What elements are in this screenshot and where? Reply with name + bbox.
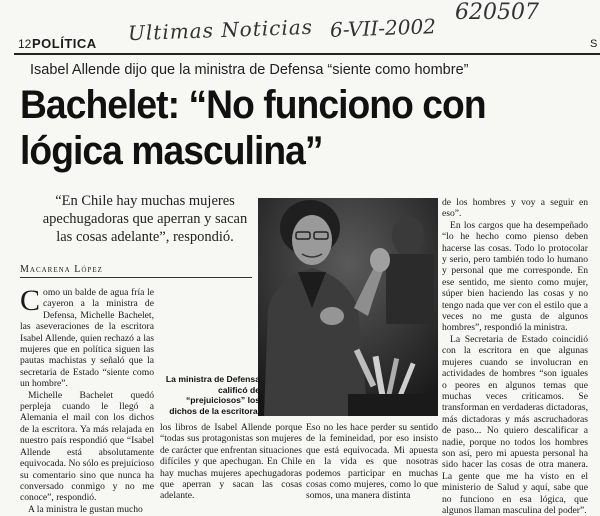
handwritten-newspaper-name: Ultimas Noticias (127, 14, 314, 46)
body-column-3 (442, 197, 588, 516)
paragraph: Michelle Bachelet quedó perpleja cuando le llegó a Alemania el mail con los dichos de la escritora. Ya más relajada en nuestro país respondió que “Isabel Allende está absolutamente equivocada. No sólo es prejuicioso su comentario sino que nunca ha conversado conmigo y no me conoce”, respondió. (20, 389, 155, 504)
headline-line-1: Bachelet: “No funciono con (20, 83, 486, 127)
drop-cap: C (20, 284, 41, 317)
paragraph (20, 284, 154, 390)
deck-quote: “En Chile hay muchas mujeres apechugadoras que aperran y sacan las cosas adelante”, respondió. (42, 193, 248, 245)
body-column-1 (20, 284, 155, 515)
kicker: Isabel Allende dijo que la ministra de Defensa “siente como hombre” (30, 62, 469, 78)
photo-ministra (258, 198, 438, 416)
paragraph: La Secretaria de Estado coincidió con la escritora en que algunas mujeres cuando se involucran en actividades de hombres “son iguales o peores en algunos temas que muchas veces criticamos. Se transforman en verdaderas dictadoras, más dictadoras y más ascruchadoras de paso... No quiero descalificar a nadie, porque no todos los hombres son así, pero mi apuesta personal ha sido hacer las cosas de otra manera. La gente que me ha visto en el ministerio de Salud y aquí, sabe que no funciono en esa lógica, que algunos llaman masculina del poder”. (442, 333, 588, 516)
paragraph: de los hombres y voy a seguir en eso”. (442, 197, 588, 220)
byline-rule (20, 277, 252, 278)
byline: Macarena López (20, 264, 103, 275)
paragraph: Eso no les hace perder su sentido de la femineidad, por eso insisto que está equivocada. Mi apuesta en la vida es que nosotras podemos participar en muchas cosas como mujeres, como lo que somos, una manera distinta (306, 422, 438, 502)
body-column-2 (160, 422, 302, 500)
handwritten-date: 6-VII-2002 (329, 14, 437, 42)
edge-letter: S (590, 38, 598, 50)
headline-line-2: lógica masculina” (20, 129, 323, 173)
body-column-2b (306, 422, 438, 500)
photo-caption: La ministra de Defensa calificó de “prejuiciosos” los dichos de la escritora. (165, 374, 260, 416)
handwritten-code: 620507 (455, 0, 539, 25)
paragraph: A la ministra le gustan mucho (28, 503, 143, 515)
header-rule (14, 53, 600, 55)
page-number: 12 (18, 37, 32, 51)
paragraph-text: omo un balde de agua fría le cayeron a la ministra de Defensa, Michelle Bachelet, las aseveraciones de la escritora Isabel Allende, quien rechazó a las mujeres que en política siguen las pautas machistas y señaló que la secretaria de Estado “siente como un hombre”. (20, 287, 154, 390)
paragraph: En los cargos que ha desempeñado “lo he hecho como pienso deben hacerse las cosas. Todo lo protocolar y serio, pero también todo lo humano y personal que me corresponde. En ese sentido, me siento como mujer, súper bien haciendo las cosas y no tengo nada que ver con el estilo que a veces no me gusta de algunos hombres”, respondió la ministra. (442, 219, 588, 334)
headline (20, 82, 555, 174)
photo-illustration (258, 198, 438, 416)
paragraph: los libros de Isabel Allende porque “todas sus protagonistas son mujeres de carácter que enfrentan situaciones difíciles y que apechugan. En Chile hay muchas mujeres apechugadoras que aperran y sacan las cosas adelante. (160, 422, 302, 502)
section-label: POLÍTICA (32, 36, 97, 51)
